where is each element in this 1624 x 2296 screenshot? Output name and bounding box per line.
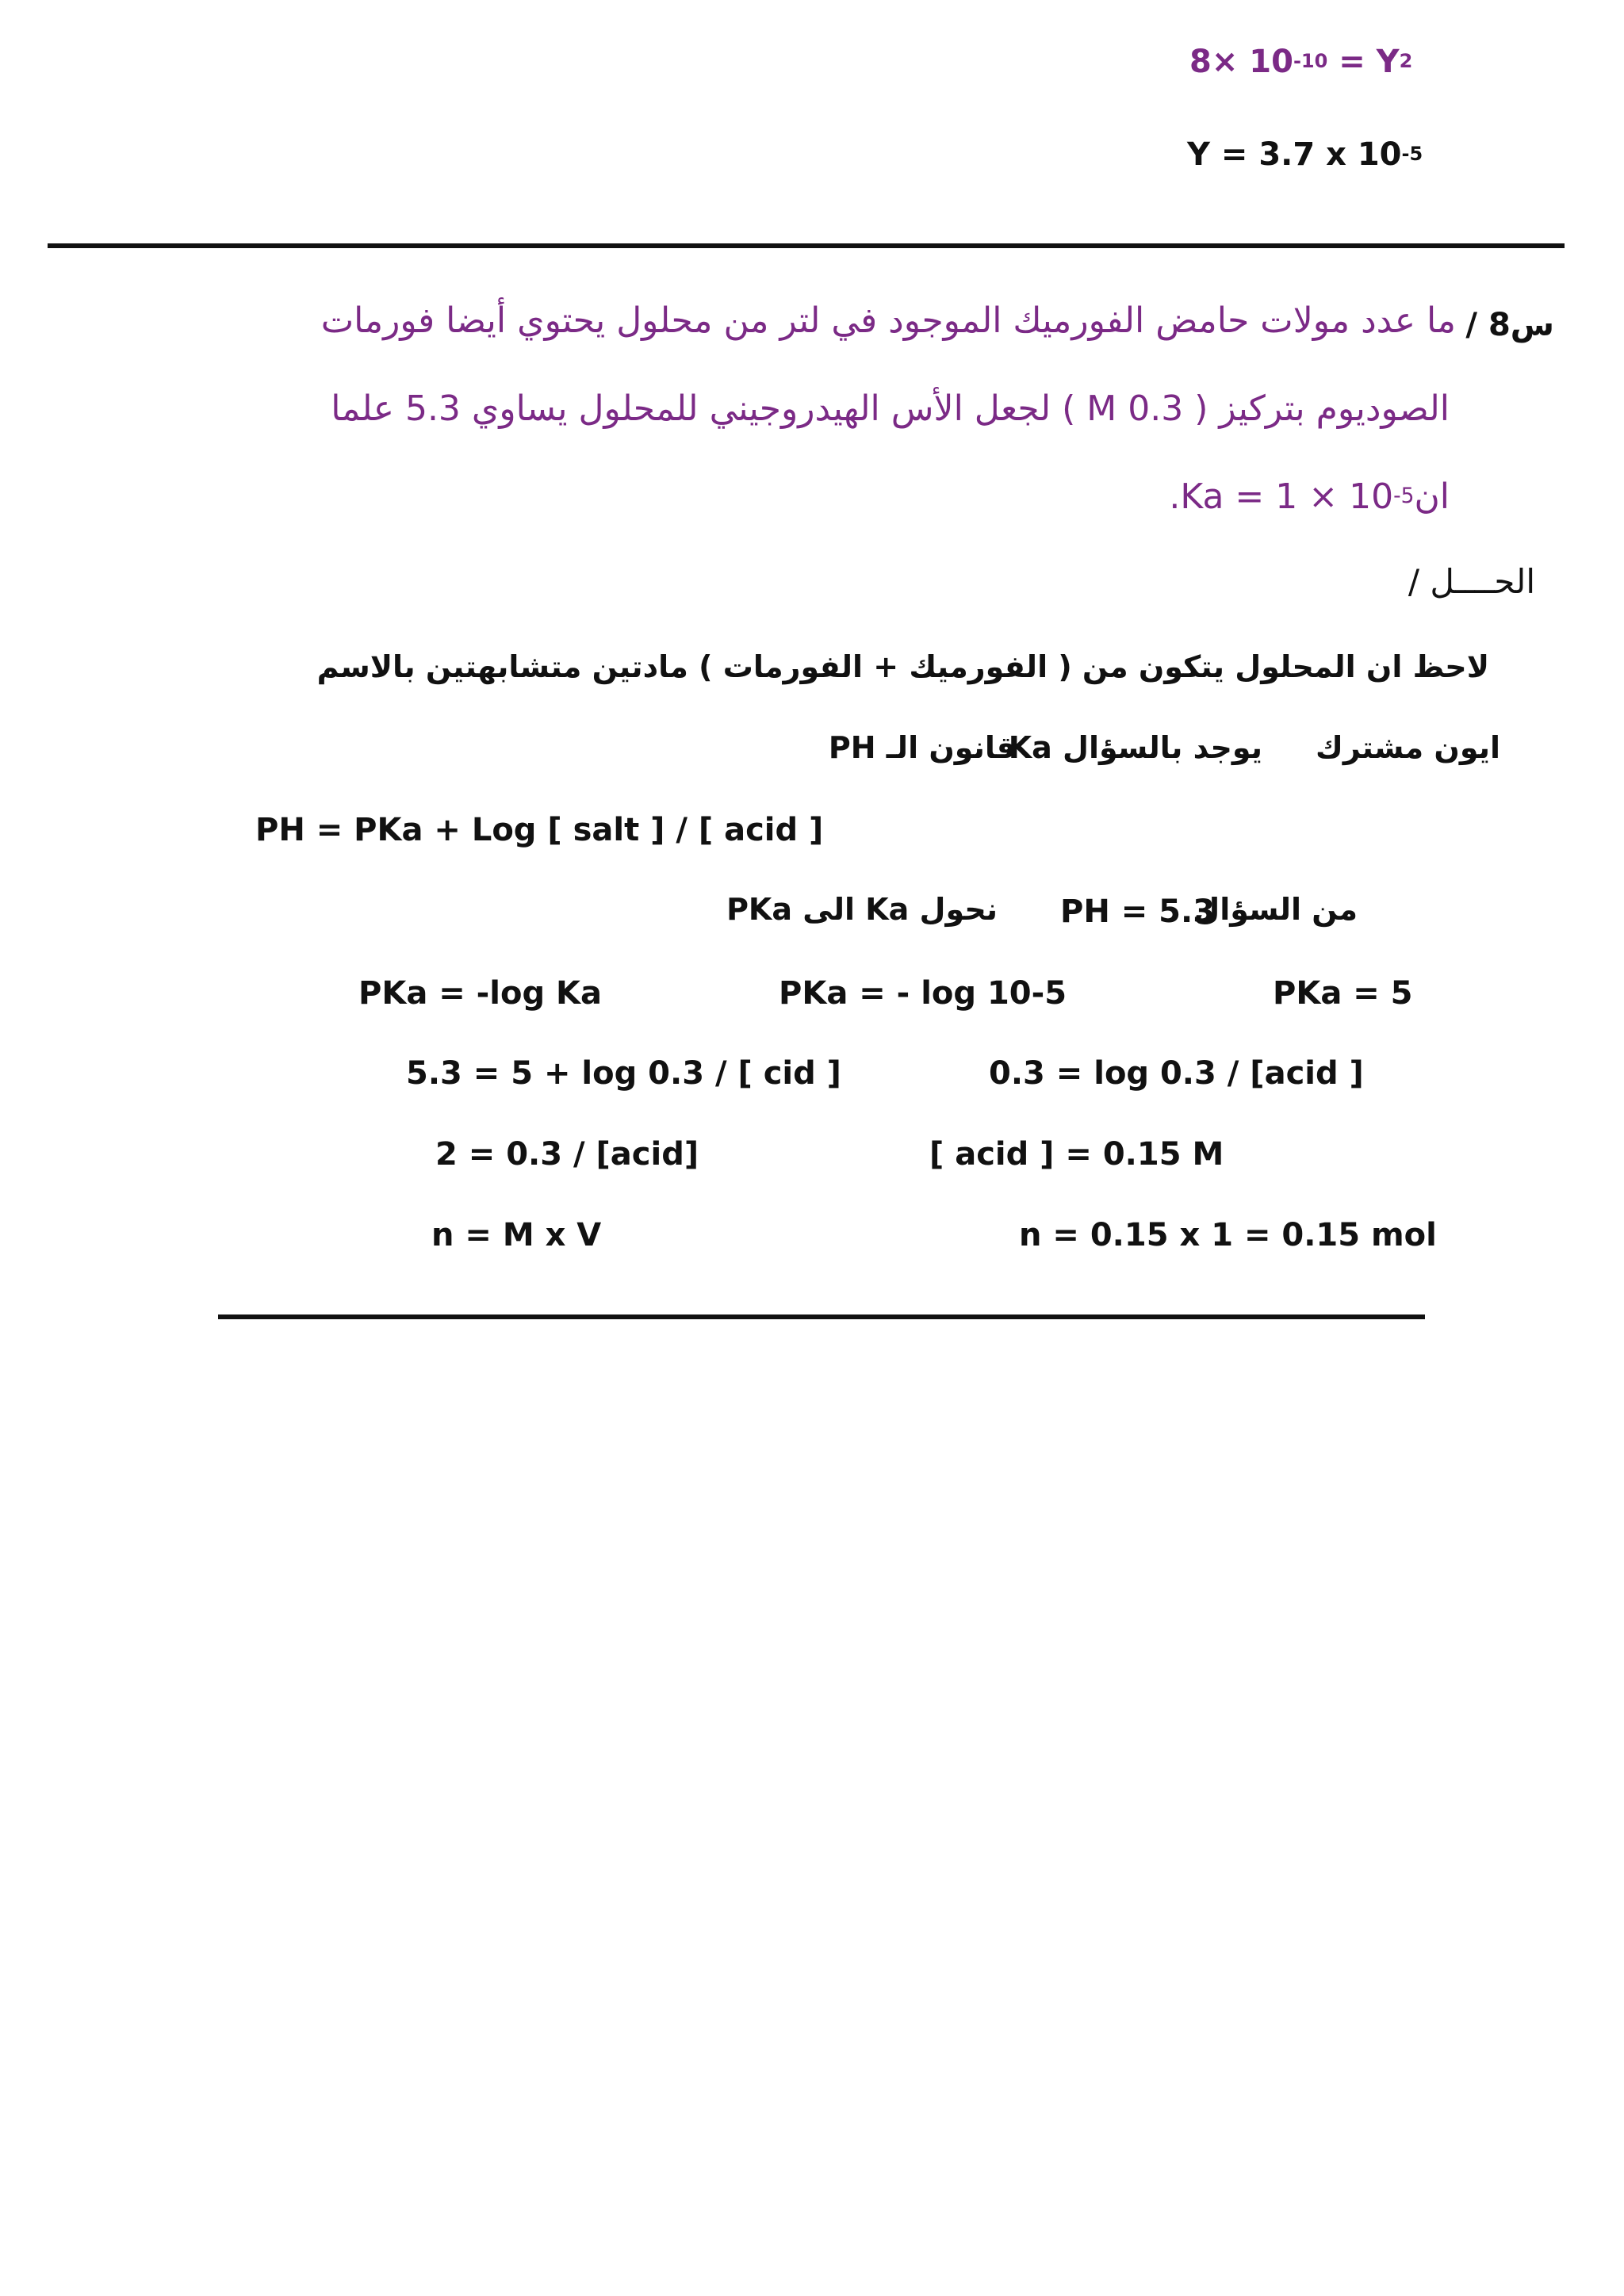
- divider-bottom: [218, 1314, 1425, 1319]
- step-mole-formula: n = M x V: [431, 1217, 602, 1253]
- given-ph: PH = 5.3: [1060, 894, 1216, 930]
- question-line-3: $.Ka = 1 \times 10^{-5}ان$: [1169, 476, 1450, 517]
- given-convert: نحول Ka الى PKa: [726, 892, 998, 927]
- question-line-1: ما عدد مولات حامض الفورميك الموجود في لتر من محلول يحتوي أيضا فورمات: [320, 300, 1456, 341]
- solution-note-2c: قانون الـ PH: [828, 730, 1016, 765]
- step-ratio: 2 = 0.3 / [acid]: [435, 1136, 699, 1173]
- equation-y-result: Y = 3.7 x $10^{-5}$: [1187, 136, 1423, 173]
- solution-heading: الحــــل /: [1408, 562, 1535, 601]
- pka-value: PKa = 5: [1273, 975, 1413, 1012]
- henderson-formula: PH = PKa + Log [ salt ] / [ acid ]: [255, 812, 824, 848]
- question-number: س8 /: [1465, 307, 1554, 343]
- step-rearrange: 0.3 = log 0.3 / [acid ]: [989, 1055, 1364, 1092]
- solution-note-2b: يوجد بالسؤال Ka: [1008, 730, 1262, 765]
- pka-substitution: PKa = - log 10-5: [779, 975, 1067, 1012]
- divider-top: [48, 243, 1565, 248]
- question-line-2: الصوديوم بتركيز ( 0.3 M ) لجعل الأس الهيدروجيني للمحلول يساوي 5.3 علما: [331, 388, 1450, 429]
- equation-ksp: $8\times 10^{-10} = Y^2$: [1189, 44, 1413, 80]
- step-mole-result: n = 0.15 x 1 = 0.15 mol: [1019, 1217, 1437, 1253]
- given-label: من السؤال: [1193, 892, 1358, 927]
- solution-note-2a: ايون مشترك: [1316, 730, 1500, 765]
- step-substitute: 5.3 = 5 + log 0.3 / [ cid ]: [406, 1055, 841, 1092]
- step-acid-concentration: [ acid ] = 0.15 M: [929, 1136, 1224, 1173]
- solution-note-1: لاحظ ان المحلول يتكون من ( الفورميك + الفورمات ) مادتين متشابهتين بالاسم: [316, 649, 1489, 684]
- pka-definition: PKa = -log Ka: [358, 975, 603, 1012]
